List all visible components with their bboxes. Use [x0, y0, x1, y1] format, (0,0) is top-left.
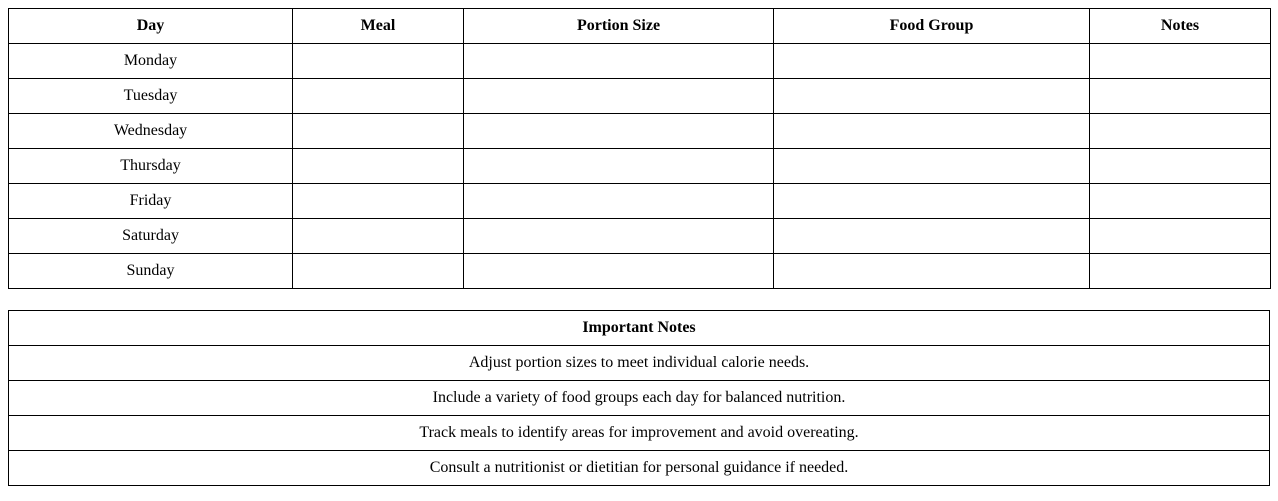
notes-cell: [1090, 219, 1271, 254]
food-group-cell: [774, 254, 1090, 289]
table-row-tuesday: [9, 79, 1271, 114]
col-header-portion-size: Portion Size: [464, 9, 774, 44]
notes-cell: [1090, 149, 1271, 184]
table-row-monday: [9, 44, 1271, 79]
day-cell: Monday: [9, 44, 293, 79]
portion-size-cell: [464, 79, 774, 114]
food-group-cell: [774, 149, 1090, 184]
portion-size-cell: [464, 114, 774, 149]
food-group-cell: [774, 44, 1090, 79]
meal-cell: [293, 44, 464, 79]
meal-cell: [293, 184, 464, 219]
day-cell: Sunday: [9, 254, 293, 289]
food-group-cell: [774, 114, 1090, 149]
note-cell: Adjust portion sizes to meet individual calorie needs.: [9, 346, 1270, 381]
table-row-saturday: [9, 219, 1271, 254]
note-cell: Track meals to identify areas for improvement and avoid overeating.: [9, 416, 1270, 451]
food-group-cell: [774, 184, 1090, 219]
table-row-wednesday: [9, 114, 1271, 149]
day-cell: Saturday: [9, 219, 293, 254]
meal-cell: [293, 219, 464, 254]
col-header-food-group: Food Group: [774, 9, 1090, 44]
note-row: [9, 416, 1270, 451]
note-row: [9, 451, 1270, 486]
note-row: [9, 346, 1270, 381]
day-cell: Thursday: [9, 149, 293, 184]
portion-size-cell: [464, 219, 774, 254]
note-cell: Include a variety of food groups each day for balanced nutrition.: [9, 381, 1270, 416]
note-cell: Consult a nutritionist or dietitian for personal guidance if needed.: [9, 451, 1270, 486]
notes-table-title: Important Notes: [9, 311, 1270, 346]
day-cell: Friday: [9, 184, 293, 219]
col-header-meal: Meal: [293, 9, 464, 44]
day-cell: Tuesday: [9, 79, 293, 114]
notes-cell: [1090, 254, 1271, 289]
meal-cell: [293, 254, 464, 289]
portion-size-cell: [464, 254, 774, 289]
notes-cell: [1090, 79, 1271, 114]
important-notes-table: [8, 310, 1270, 486]
meal-cell: [293, 79, 464, 114]
portion-size-cell: [464, 44, 774, 79]
portion-size-cell: [464, 184, 774, 219]
notes-cell: [1090, 184, 1271, 219]
note-row: [9, 381, 1270, 416]
meal-table-header-row: [9, 9, 1271, 44]
meal-cell: [293, 149, 464, 184]
meal-plan-table: [8, 8, 1271, 289]
table-row-thursday: [9, 149, 1271, 184]
meal-cell: [293, 114, 464, 149]
food-group-cell: [774, 79, 1090, 114]
portion-size-cell: [464, 149, 774, 184]
col-header-notes: Notes: [1090, 9, 1271, 44]
table-row-friday: [9, 184, 1271, 219]
col-header-day: Day: [9, 9, 293, 44]
food-group-cell: [774, 219, 1090, 254]
table-row-sunday: [9, 254, 1271, 289]
notes-cell: [1090, 44, 1271, 79]
day-cell: Wednesday: [9, 114, 293, 149]
notes-cell: [1090, 114, 1271, 149]
notes-table-header-row: [9, 311, 1270, 346]
